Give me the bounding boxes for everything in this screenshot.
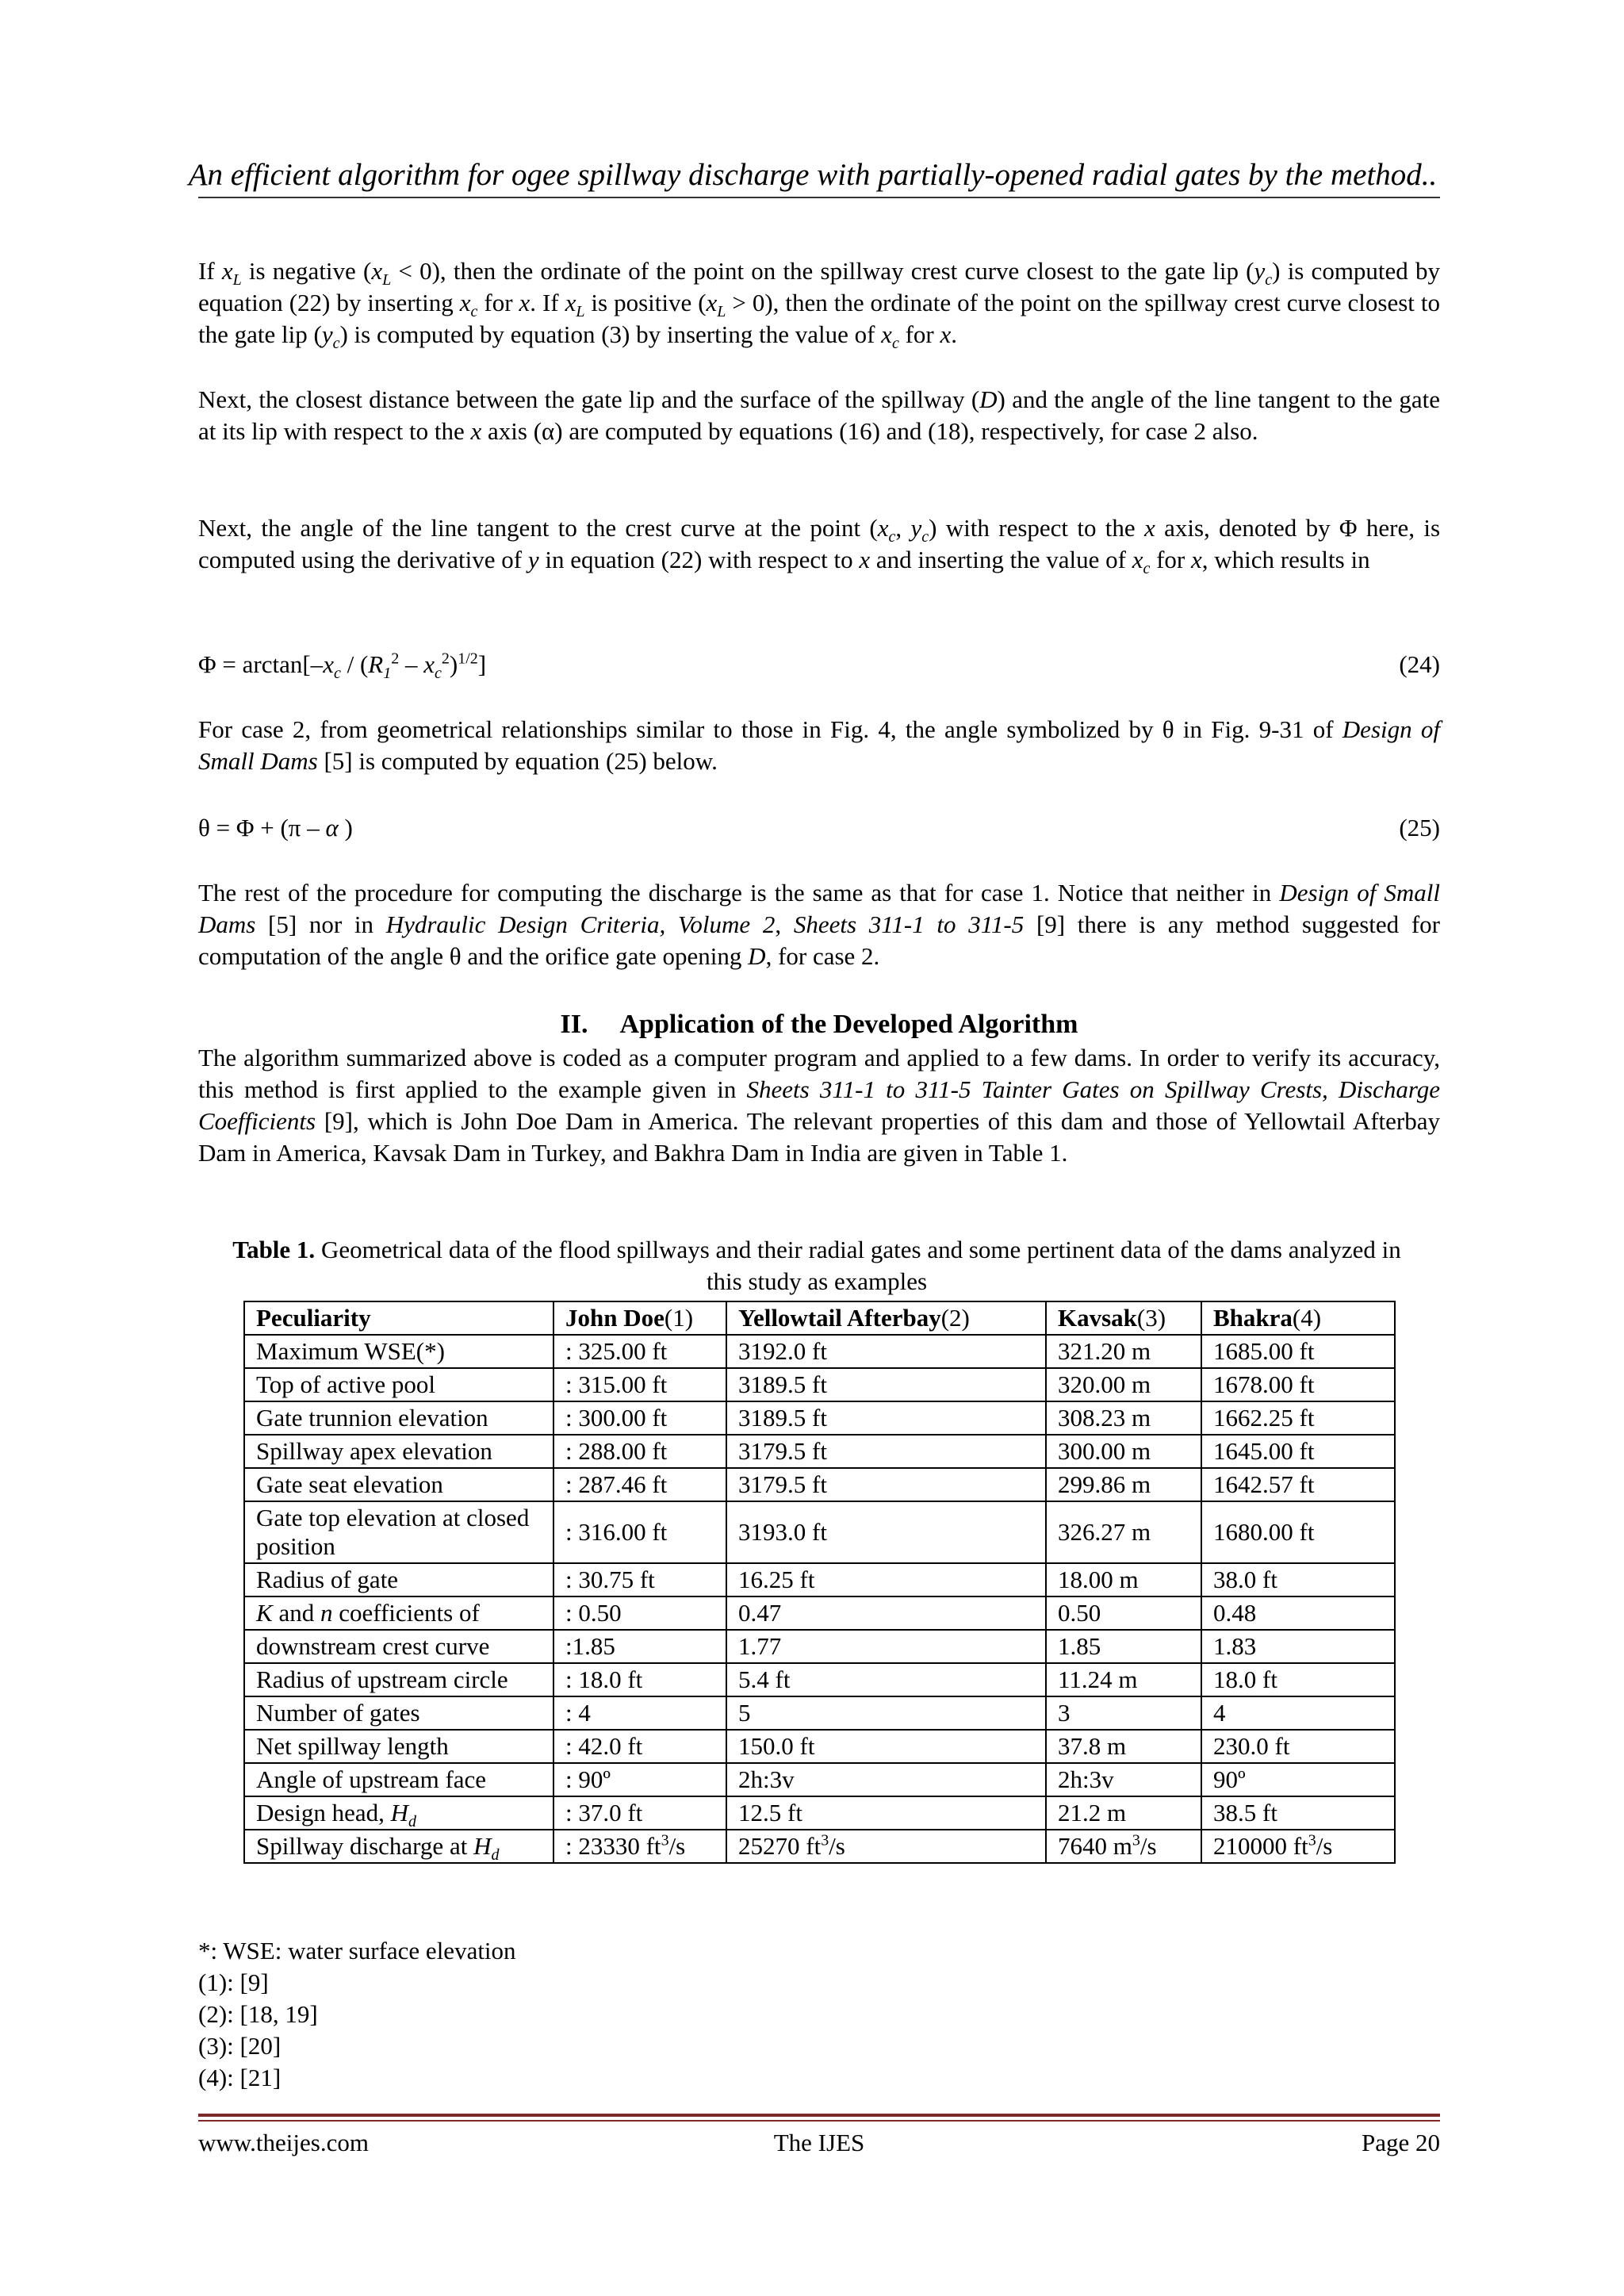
table-row	[244, 1596, 1395, 1630]
table-cell: 18.0 ft	[1201, 1663, 1395, 1696]
table-row	[244, 1696, 1395, 1730]
table-row	[244, 1368, 1395, 1401]
note-line: (2): [18, 19]	[198, 2000, 318, 2028]
note-line: *: WSE: water surface elevation	[198, 1937, 516, 1964]
table-cell: 18.00 m	[1046, 1563, 1201, 1596]
table-cell: 3179.5 ft	[726, 1435, 1046, 1468]
table-cell: Top of active pool	[244, 1368, 553, 1401]
table-row	[244, 1468, 1395, 1501]
table-cell: Design head, $H_d$	[244, 1796, 553, 1830]
table-cell: 300.00 m	[1046, 1435, 1201, 1468]
table-notes	[198, 1935, 516, 2094]
note-line: (3): [20]	[198, 2032, 282, 2060]
table-cell: :1.85	[553, 1630, 726, 1663]
note-line: (1): [9]	[198, 1968, 269, 1996]
table-cell: 1.77	[726, 1630, 1046, 1663]
footer-rule-thin	[198, 2120, 1440, 2122]
table-cell: 90º	[1201, 1763, 1395, 1796]
header-cell: John Doe(1)	[553, 1301, 726, 1335]
table-cell: 3193.0 ft	[726, 1501, 1046, 1563]
table-cell: 3	[1046, 1696, 1201, 1730]
header-cell: Peculiarity	[244, 1301, 553, 1335]
table-cell: 1642.57 ft	[1201, 1468, 1395, 1501]
paragraph-5: The rest of the procedure for computing the discharge is the same as that for case 1. Notice that neither in Design of Small Dams [5] nor in Hydraulic Design Criteria, Volume 2, Sheets 311-1 to 311-5 [9] there is any method suggested for computation of the angle θ and the orifice gate opening D, for case 2.	[198, 879, 1440, 970]
table-cell: : 325.00 ft	[553, 1335, 726, 1368]
table-cell: 1662.25 ft	[1201, 1401, 1395, 1435]
table-row	[244, 1563, 1395, 1596]
table-cell: 230.0 ft	[1201, 1730, 1395, 1763]
equation-25-number: (25)	[1399, 814, 1440, 841]
table-cell: 37.8 m	[1046, 1730, 1201, 1763]
table-cell: : 37.0 ft	[553, 1796, 726, 1830]
table-cell: Spillway apex elevation	[244, 1435, 553, 1468]
table-cell: 4	[1201, 1696, 1395, 1730]
header-cell: Bhakra(4)	[1201, 1301, 1395, 1335]
table-row	[244, 1335, 1395, 1368]
table-cell: 150.0 ft	[726, 1730, 1046, 1763]
table-cell: 16.25 ft	[726, 1563, 1046, 1596]
table-cell: 12.5 ft	[726, 1796, 1046, 1830]
table-cell: 326.27 m	[1046, 1501, 1201, 1563]
paragraph-1: If $x_L$ is negative $(x_L < 0)$, then the ordinate of the point on the spillway crest curve closest to the gate lip $(y_c)$ is computed by equation (22) by inserting $x_c$ for x. If $x_L$ is positive $(x_L > 0)$, then the ordinate of the point on the spillway crest curve closest to the gate lip $(y_c)$ is computed by equation (3) by inserting the value of $x_c$ for x.	[198, 257, 1440, 353]
table-cell: Net spillway length	[244, 1730, 553, 1763]
table-cell: Maximum WSE(*)	[244, 1335, 553, 1368]
table-cell: Gate top elevation at closed position	[244, 1501, 553, 1563]
table-cell: 321.20 m	[1046, 1335, 1201, 1368]
table-cell: : 316.00 ft	[553, 1501, 726, 1563]
paragraph-2: Next, the closest distance between the gate lip and the surface of the spillway (D) and the angle of the line tangent to the gate at its lip with respect to the x axis (α) are computed by equations (16) and (18), respectively, for case 2 also.	[198, 385, 1440, 445]
table-cell: 2h:3v	[1046, 1763, 1201, 1796]
table-row	[244, 1435, 1395, 1468]
table-row	[244, 1401, 1395, 1435]
table-cell: 0.47	[726, 1596, 1046, 1630]
table-cell: : 0.50	[553, 1596, 726, 1630]
table-cell: 25270 $ft^3/s$	[726, 1830, 1046, 1863]
table-cell: 299.86 m	[1046, 1468, 1201, 1501]
table-row	[244, 1501, 1395, 1563]
table-cell: Radius of gate	[244, 1563, 553, 1596]
table-cell: Radius of upstream circle	[244, 1663, 553, 1696]
table-cell: 5	[726, 1696, 1046, 1730]
header-cell: Yellowtail Afterbay(2)	[726, 1301, 1046, 1335]
header-cell: Kavsak(3)	[1046, 1301, 1201, 1335]
table-cell: : 90º	[553, 1763, 726, 1796]
page-footer	[198, 2125, 1440, 2160]
table-cell: 7640 $m^3/s$	[1046, 1830, 1201, 1863]
table-cell: Number of gates	[244, 1696, 553, 1730]
table-cell: Angle of upstream face	[244, 1763, 553, 1796]
table-cell: : 315.00 ft	[553, 1368, 726, 1401]
table-cell: 38.5 ft	[1201, 1796, 1395, 1830]
table-cell: 0.50	[1046, 1596, 1201, 1630]
table-cell: 320.00 m	[1046, 1368, 1201, 1401]
table-cell: 3179.5 ft	[726, 1468, 1046, 1501]
table-row	[244, 1630, 1395, 1663]
table-cell: 5.4 ft	[726, 1663, 1046, 1696]
table-cell: 0.48	[1201, 1596, 1395, 1630]
table-cell: : 288.00 ft	[553, 1435, 726, 1468]
table-cell: 11.24 m	[1046, 1663, 1201, 1696]
paragraph-6: The algorithm summarized above is coded as a computer program and applied to a few dams. In order to verify its accuracy, this method is first applied to the example given in Sheets 311-1 to 311-5 Tainter Gates on Spillway Crests, Discharge Coefficients [9], which is John Doe Dam in America. The relevant properties of this dam and those of Yellowtail Afterbay Dam in America, Kavsak Dam in Turkey, and Bakhra Dam in India are given in Table 1.	[198, 1044, 1440, 1167]
table-cell: Gate trunnion elevation	[244, 1401, 553, 1435]
paragraph-3: Next, the angle of the line tangent to the crest curve at the point ($x_c$, $y_c$) with respect to the x axis, denoted by Φ here, is computed using the derivative of y in equation (22) with respect to x and inserting the value of $x_c$ for x, which results in	[198, 514, 1441, 578]
equation-24: $\Phi = \arctan[-x_c / (R_1^2 - x_c^2)^{1/2}]$ (24)	[198, 650, 1440, 683]
table-cell: 3189.5 ft	[726, 1368, 1046, 1401]
table-cell: 21.2 m	[1046, 1796, 1201, 1830]
table-cell: downstream crest curve	[244, 1630, 553, 1663]
table-cell: 1645.00 ft	[1201, 1435, 1395, 1468]
table-header-row	[244, 1301, 1395, 1335]
footer-page-number: Page 20	[1361, 2129, 1440, 2156]
section-title: Application of the Developed Algorithm	[619, 1010, 1078, 1039]
footer-journal: The IJES	[773, 2129, 865, 2156]
table-cell: 308.23 m	[1046, 1401, 1201, 1435]
table-cell: : 42.0 ft	[553, 1730, 726, 1763]
table-cell: 1.83	[1201, 1630, 1395, 1663]
footer-website: www.theijes.com	[198, 2129, 369, 2156]
table-cell: 3192.0 ft	[726, 1335, 1046, 1368]
table-cell: : 23330 $ft^3/s$	[553, 1830, 726, 1863]
table-caption: Table 1. Geometrical data of the flood spillways and their radial gates and some pertinent data of the dams analyzed in this study as examples	[232, 1236, 1401, 1295]
table-cell: Spillway discharge at $H_d$	[244, 1830, 553, 1863]
table-row	[244, 1796, 1395, 1830]
equation-25: θ = Φ + (π – α ) (25)	[198, 812, 1440, 844]
section-heading	[198, 1007, 1440, 1042]
table-cell: 1.85	[1046, 1630, 1201, 1663]
footer-rule	[198, 2114, 1440, 2117]
table-cell: : 4	[553, 1696, 726, 1730]
note-line: (4): [21]	[198, 2064, 282, 2091]
table-cell: 3189.5 ft	[726, 1401, 1046, 1435]
table-row	[244, 1730, 1395, 1763]
table-cell: 1685.00 ft	[1201, 1335, 1395, 1368]
table-cell: 210000 $ft^3/s$	[1201, 1830, 1395, 1863]
table-row	[244, 1663, 1395, 1696]
table-cell: 1678.00 ft	[1201, 1368, 1395, 1401]
running-header: An efficient algorithm for ogee spillway discharge with partially-opened radial gates by the method..	[188, 158, 1438, 192]
table-cell: : 18.0 ft	[553, 1663, 726, 1696]
table-cell: Gate seat elevation	[244, 1468, 553, 1501]
table-cell: K and n coefficients of	[244, 1596, 553, 1630]
data-table	[243, 1301, 1396, 1864]
table-cell: : 300.00 ft	[553, 1401, 726, 1435]
section-number: II.	[560, 1010, 588, 1039]
table-cell: 1680.00 ft	[1201, 1501, 1395, 1563]
equation-24-number: (24)	[1399, 650, 1440, 678]
table-cell: 2h:3v	[726, 1763, 1046, 1796]
table-cell: : 287.46 ft	[553, 1468, 726, 1501]
table-cell: 38.0 ft	[1201, 1563, 1395, 1596]
header-rule	[198, 197, 1440, 198]
table-row	[244, 1763, 1395, 1796]
table-cell: : 30.75 ft	[553, 1563, 726, 1596]
table-row	[244, 1830, 1395, 1863]
paragraph-4: For case 2, from geometrical relationships similar to those in Fig. 4, the angle symbolized by θ in Fig. 9-31 of Design of Small Dams [5] is computed by equation (25) below.	[198, 715, 1440, 775]
